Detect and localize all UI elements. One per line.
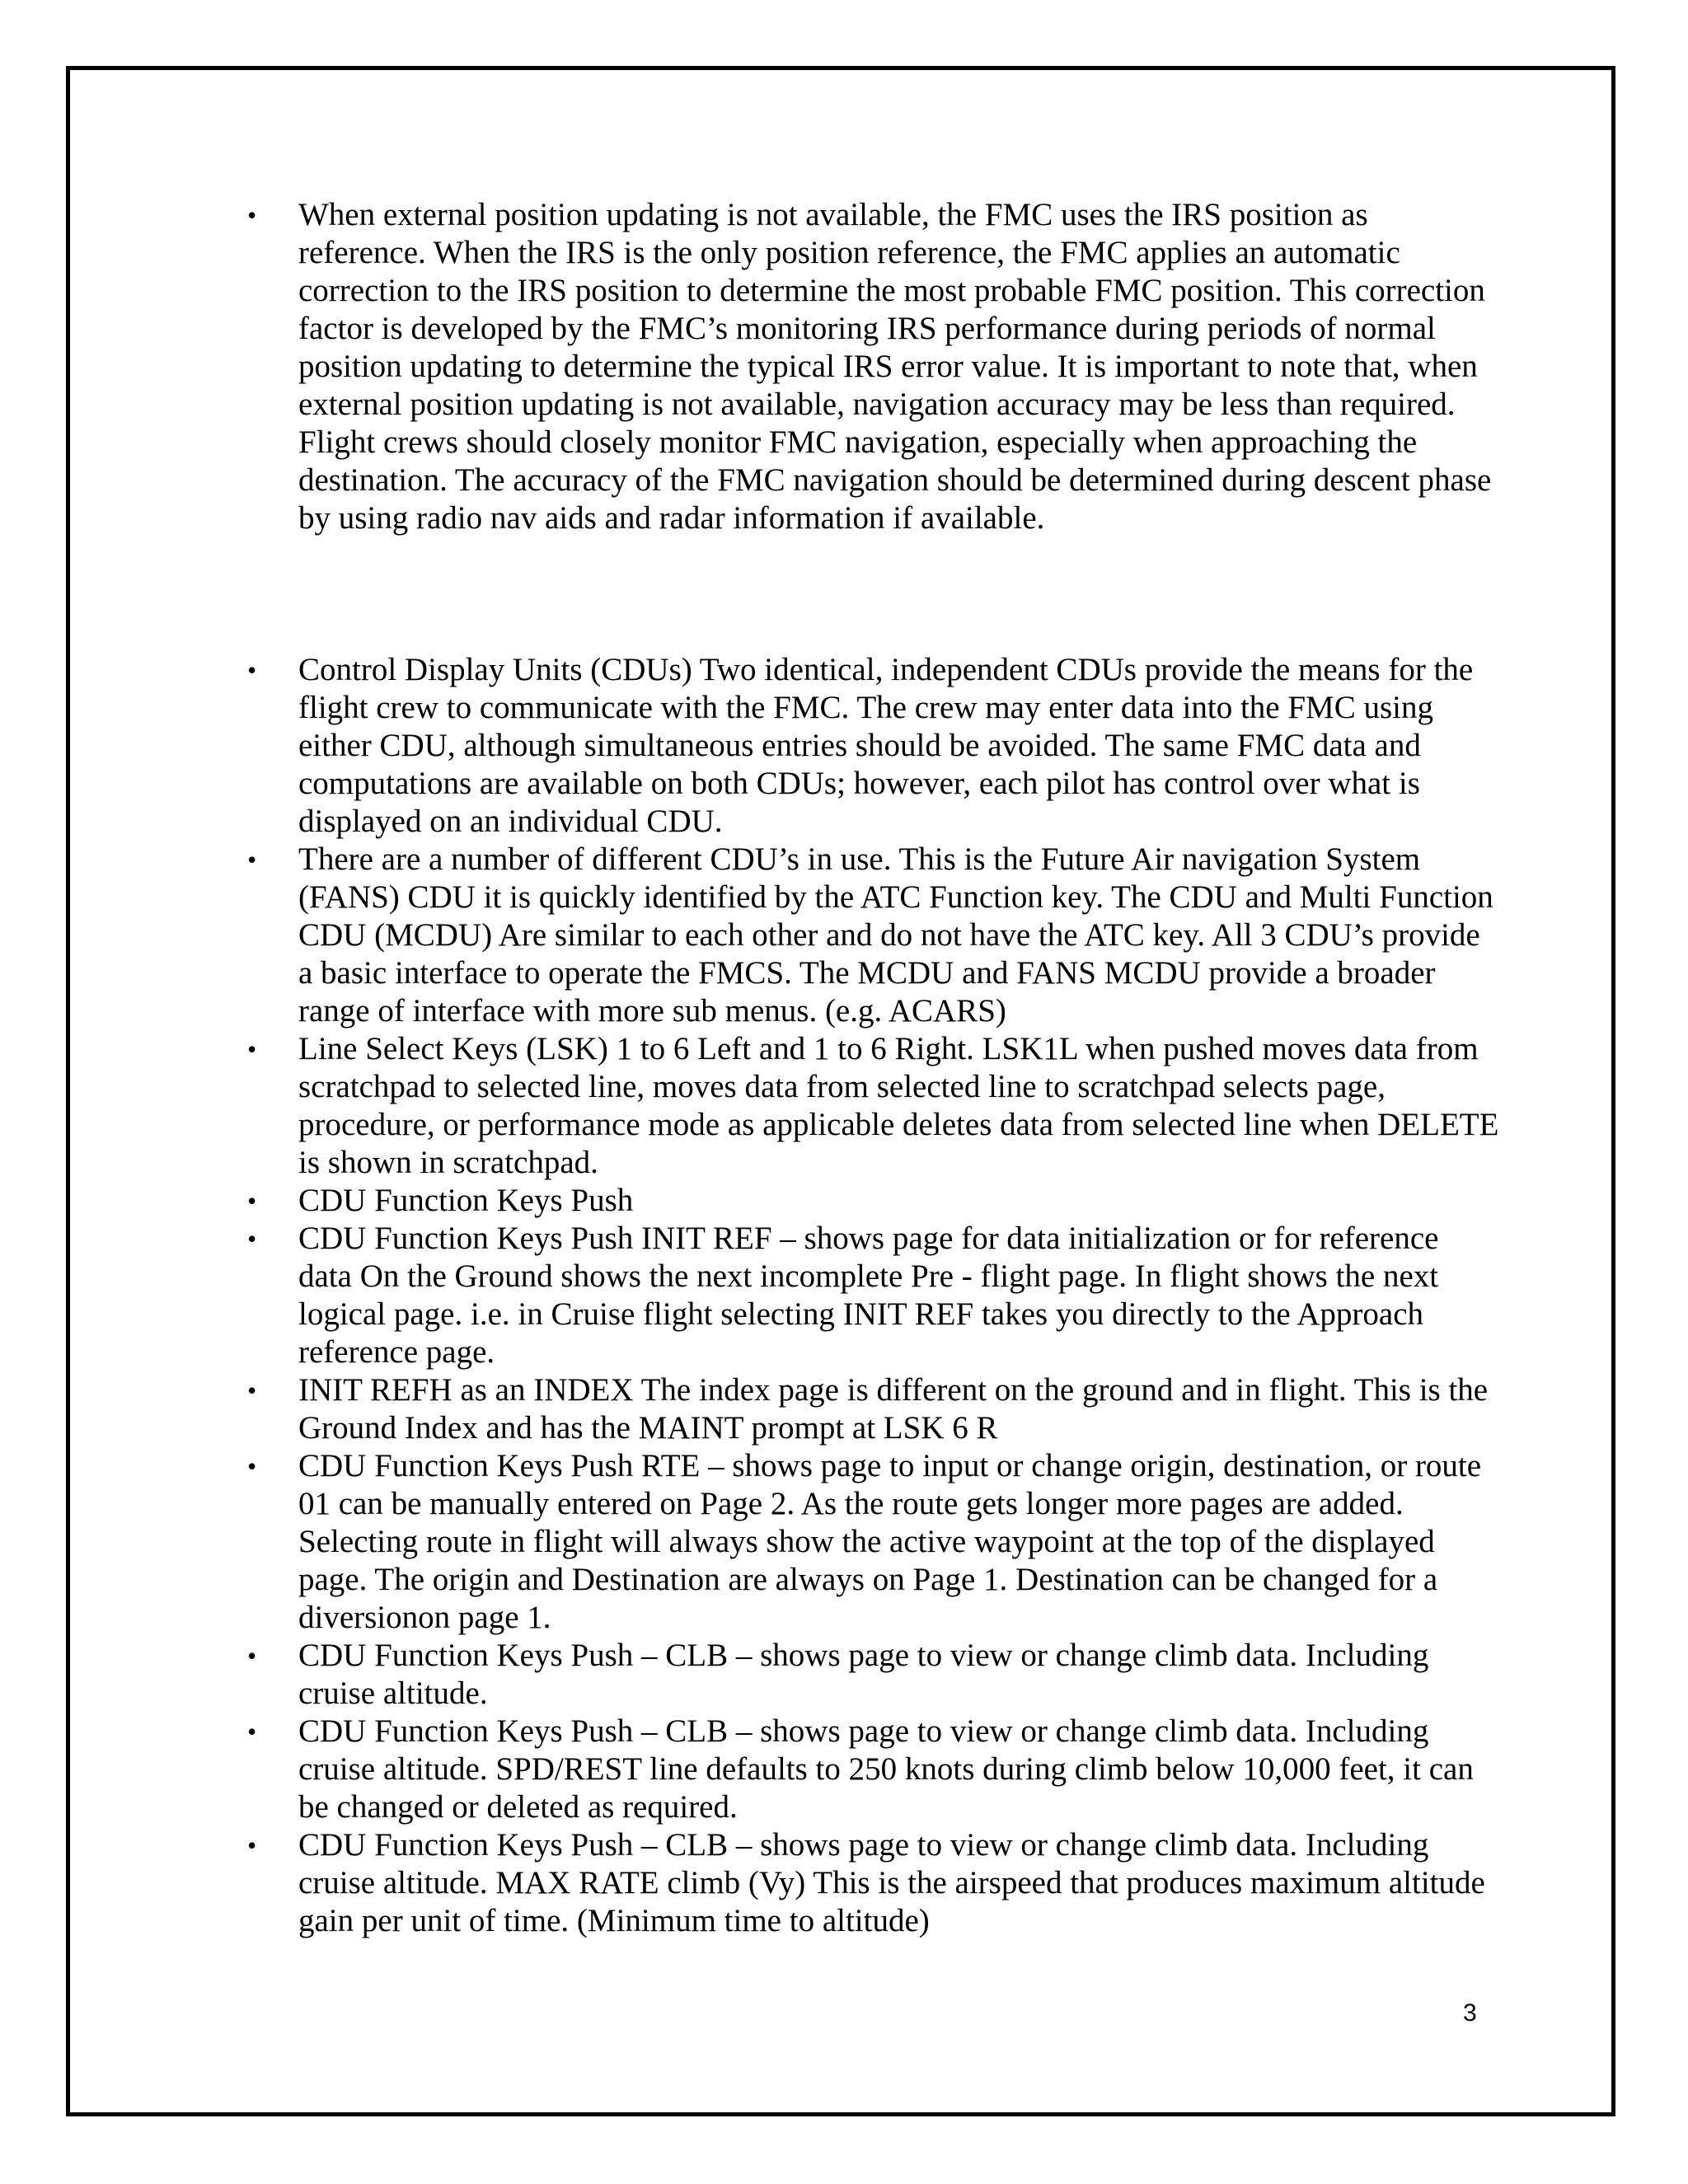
list-item: • CDU Function Keys Push RTE – shows page to input or change origin, destination, or route 01 can be manually entered on Page 2. As the route gets longer more pages are added. Selecting route in flight will always show the active waypoint at the top of the displayed page. The origin and Destination are always on Page 1. Destination can be changed for a diversionon page 1. [247,1447,1500,1637]
list-item: • INIT REFH as an INDEX The index page is different on the ground and in flight. This is the Ground Index and has the MAINT prompt at LSK 6 R [247,1371,1500,1447]
list-item: • Line Select Keys (LSK) 1 to 6 Left and 1 to 6 Right. LSK1L when pushed moves data from scratchpad to selected line, moves data from selected line to scratchpad selects page, procedure, or performance mode as applicable deletes data from selected line when DELETE is shown in scratchpad. [247,1030,1500,1182]
bullet-list [247,196,1500,1940]
list-item: • Control Display Units (CDUs) Two identical, independent CDUs provide the means for the flight crew to communicate with the FMC. The crew may enter data into the FMC using either CDU, although simultaneous entries should be avoided. The same FMC data and computations are available on both CDUs; however, each pilot has control over what is displayed on an individual CDU. [247,651,1500,841]
list-item: • CDU Function Keys Push – CLB – shows page to view or change climb data. Including cruise altitude. [247,1637,1500,1713]
list-item: • There are a number of different CDU’s in use. This is the Future Air navigation System (FANS) CDU it is quickly identified by the ATC Function key. The CDU and Multi Function CDU (MCDU) Are similar to each other and do not have the ATC key. All 3 CDU’s provide a basic interface to operate the FMCS. The MCDU and FANS MCDU provide a broader range of interface with more sub menus. (e.g. ACARS) [247,841,1500,1030]
list-item: • CDU Function Keys Push – CLB – shows page to view or change climb data. Including cruise altitude. SPD/REST line defaults to 250 knots during climb below 10,000 feet, it can be changed or deleted as required. [247,1713,1500,1826]
list-item: • CDU Function Keys Push – CLB – shows page to view or change climb data. Including cruise altitude. MAX RATE climb (Vy) This is the airspeed that produces maximum altitude gain per unit of time. (Minimum time to altitude) [247,1826,1500,1940]
list-item: • CDU Function Keys Push INIT REF – shows page for data initialization or for reference data On the Ground shows the next incomplete Pre - flight page. In flight shows the next logical page. i.e. in Cruise flight selecting INIT REF takes you directly to the Approach reference page. [247,1220,1500,1371]
list-item: • CDU Function Keys Push [247,1182,1500,1220]
page-number: 3 [1463,1999,1477,2027]
list-item: • When external position updating is not available, the FMC uses the IRS position as reference. When the IRS is the only position reference, the FMC applies an automatic correction to the IRS position to determine the most probable FMC position. This correction factor is developed by the FMC’s monitoring IRS performance during periods of normal position updating to determine the typical IRS error value. It is important to note that, when external position updating is not available, navigation accuracy may be less than required. Flight crews should closely monitor FMC navigation, especially when approaching the destination. The accuracy of the FMC navigation should be determined during descent phase by using radio nav aids and radar information if available. [247,196,1500,537]
